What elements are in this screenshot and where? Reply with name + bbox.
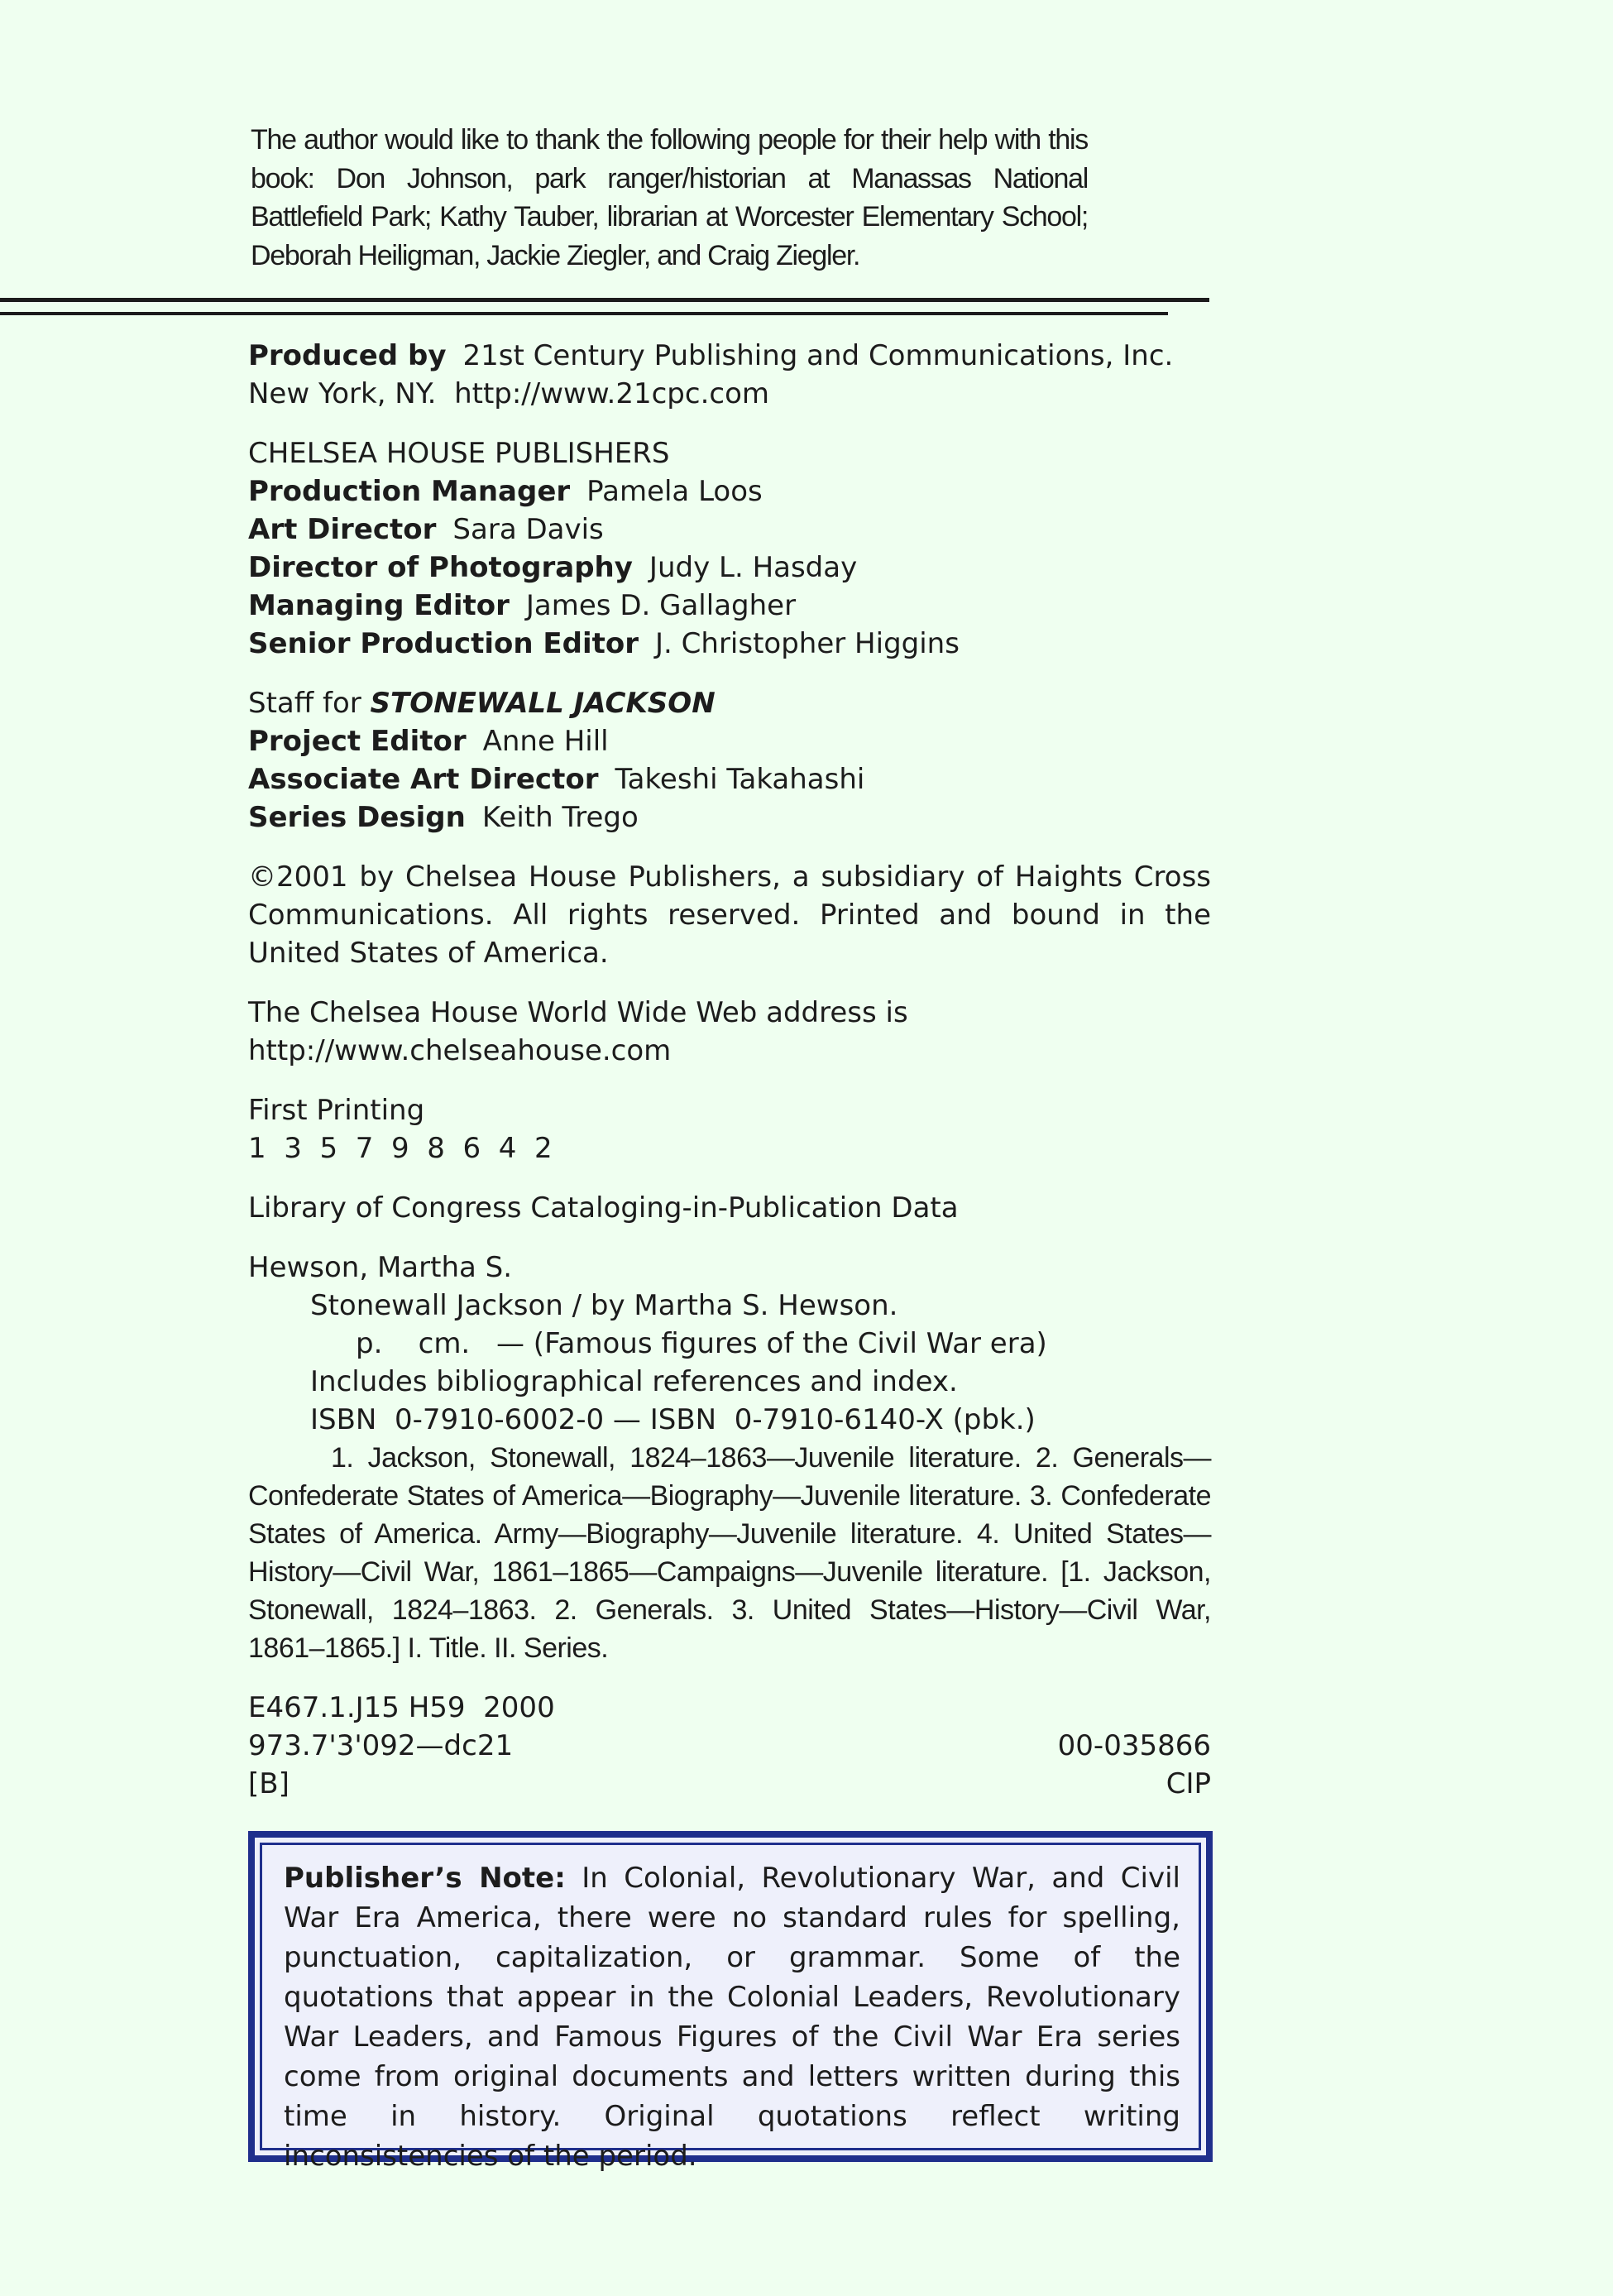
cip-includes: Includes bibliographical references and index. — [310, 1365, 958, 1398]
top-divider-rule — [0, 298, 1209, 302]
credit-name: J. Christopher Higgins — [655, 627, 960, 660]
credit-line — [248, 760, 1211, 798]
web-address-block — [248, 994, 1211, 1070]
credit-name: Sara Davis — [452, 513, 604, 546]
cip-lccn: 00-035866 — [1057, 1729, 1211, 1762]
credit-name: Keith Trego — [481, 801, 639, 834]
producer-label: Produced by — [248, 339, 447, 372]
credit-role: Director of Photography — [248, 551, 633, 584]
credit-role: Managing Editor — [248, 589, 510, 622]
copyright-notice: ©2001 by Chelsea House Publishers, a subsidiary of Haights Cross Communications. All rights reserved. Printed and bound in the United States of America. — [248, 860, 1211, 970]
credit-line — [248, 722, 1211, 760]
staff-block — [248, 684, 1211, 836]
publishers-note-label: Publisher’s Note: — [284, 1862, 566, 1895]
publishers-note-box — [248, 1831, 1213, 2173]
credit-role: Art Director — [248, 513, 437, 546]
credit-line — [248, 510, 1211, 549]
cip-title: Stonewall Jackson / by Martha S. Hewson. — [310, 1289, 898, 1322]
credit-name: Anne Hill — [482, 725, 609, 758]
cip-isbn: ISBN 0-7910-6002-0 — ISBN 0-7910-6140-X (pbk.) — [310, 1403, 1036, 1436]
credit-name: James D. Gallagher — [525, 589, 797, 622]
copyright-page-column — [248, 337, 1211, 1803]
cip-heading: Library of Congress Cataloging-in-Publication Data — [248, 1191, 959, 1225]
cip-mark: CIP — [1165, 1767, 1211, 1800]
web-address-text: The Chelsea House World Wide Web address is — [248, 996, 908, 1029]
credit-role: Production Manager — [248, 475, 571, 508]
publisher-name: CHELSEA HOUSE PUBLISHERS — [248, 437, 670, 470]
publishers-note-inner — [260, 1843, 1201, 2173]
credit-name: Takeshi Takahashi — [615, 763, 865, 796]
credit-role: Associate Art Director — [248, 763, 599, 796]
credit-line — [248, 798, 1211, 836]
producer-block — [248, 337, 1211, 413]
credit-line — [248, 587, 1211, 625]
publishers-note-text: In Colonial, Revolutionary War, and Civil War Era America, there were no standard rules for spelling, punctuation, capitalization, or grammar. Some of the quotations that appear in the Colonial Leaders, Revolutionary War Leaders, and Famous Figures of the Civil War Era series come from original documents and letters written during this time in history. Original quotations reflect writing inconsistencies of the period. — [284, 1862, 1180, 2173]
cip-p-cm: p. cm. — [356, 1327, 471, 1360]
printing-label: First Printing — [248, 1094, 425, 1127]
credit-role: Project Editor — [248, 725, 467, 758]
web-address-url: http://www.chelseahouse.com — [248, 1034, 672, 1067]
cip-b-mark: [B] — [248, 1767, 290, 1800]
staff-book-title: STONEWALL JACKSON — [370, 687, 716, 720]
cip-dewey: 973.7'3'092—dc21 — [248, 1729, 514, 1762]
printing-numbers: 1 3 5 7 9 8 6 4 2 — [248, 1132, 553, 1165]
staff-prefix: Staff for — [248, 687, 361, 720]
credit-role: Series Design — [248, 801, 466, 834]
credit-line — [248, 549, 1211, 587]
credit-line — [248, 625, 1211, 663]
producer-url: http://www.21cpc.com — [454, 377, 769, 410]
producer-location: New York, NY. — [248, 377, 437, 410]
cip-classification — [248, 1689, 1211, 1803]
publisher-credits-block — [248, 434, 1211, 663]
cip-record — [248, 1249, 1211, 1667]
acknowledgment-text: The author would like to thank the following people for their help with this book: Don Johnson, park ranger/historian at Manassas National Battlefield Park; Kathy Tauber, librarian at Worcester Elementary School; Deborah Heiligman, Jackie Ziegler, and Craig Ziegler. — [251, 124, 1088, 271]
cip-author: Hewson, Martha S. — [248, 1251, 513, 1284]
cip-subjects: 1. Jackson, Stonewall, 1824–1863—Juvenile literature. 2. Generals—Confederate States of America—Biography—Juvenile literature. 3. Confederate States of America. Army—Biography—Juvenile literature. 4. United States—History—Civil War, 1861–1865—Campaigns—Juvenile literature. [1. Jackson, Stonewall, 1824–1863. 2. Generals. 3. United States—History—Civil War, 1861–1865.] I. Title. II. Series. — [248, 1442, 1211, 1664]
credit-line — [248, 472, 1211, 510]
second-divider-rule — [0, 312, 1168, 315]
producer-name: 21st Century Publishing and Communications, Inc. — [462, 339, 1174, 372]
cip-series-note: — (Famous figures of the Civil War era) — [496, 1327, 1047, 1360]
credit-name: Judy L. Hasday — [649, 551, 858, 584]
credit-name: Pamela Loos — [586, 475, 763, 508]
credit-role: Senior Production Editor — [248, 627, 639, 660]
printing-block — [248, 1091, 1211, 1167]
cip-lc-class: E467.1.J15 H59 2000 — [248, 1691, 555, 1724]
